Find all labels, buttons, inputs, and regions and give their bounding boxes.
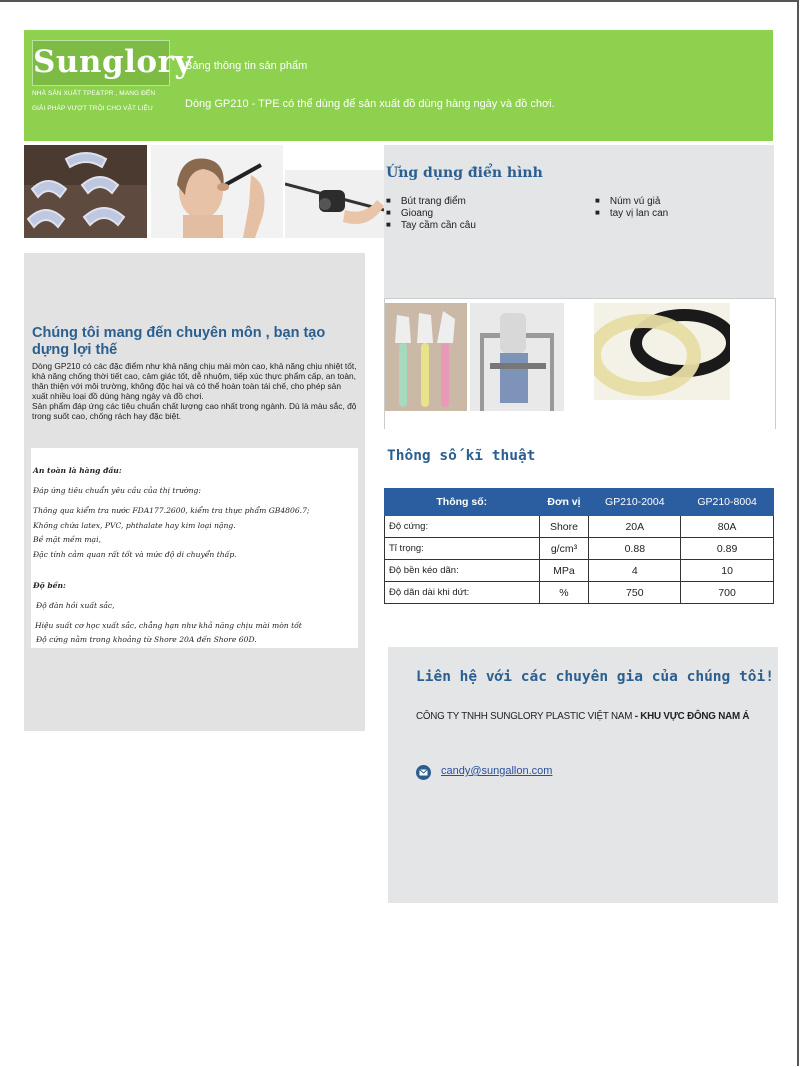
specs-header: Thông số: [385, 489, 540, 516]
durability-heading: Độ bền: [33, 581, 66, 590]
company-name [416, 711, 749, 722]
spec-value: 4 [589, 560, 681, 582]
spec-value: 750 [589, 582, 681, 604]
header-banner [24, 30, 773, 141]
spec-value: 10 [681, 560, 774, 582]
fishing-reel-photo [285, 170, 384, 238]
spec-unit: MPa [539, 560, 589, 582]
spec-name: Độ cứng: [385, 516, 540, 538]
safety-line: Thông qua kiểm tra nước FDA177.2600, kiểm tra thực phẩm GB4806.7; [33, 506, 310, 515]
applications-panel [384, 145, 774, 298]
safety-line: Đáp ứng tiêu chuẩn yêu cầu của thị trường: [33, 486, 201, 495]
spec-name: Độ dãn dài khi dứt: [385, 582, 540, 604]
datasheet-title: Bảng thông tin sản phẩm [185, 60, 308, 72]
mail-icon [416, 765, 431, 780]
durability-line: Hiệu suất cơ học xuất sắc, chẳng hạn như khả năng chịu mài mòn tốt [35, 621, 302, 630]
contact-panel [388, 647, 778, 903]
intro-body [32, 361, 357, 421]
specs-header: GP210-8004 [681, 489, 774, 516]
specs-table [384, 488, 774, 604]
gasket-rings-photo [594, 303, 730, 400]
safety-line: Không chứa latex, PVC, phthalate hay kim loại nặng. [33, 521, 236, 530]
spec-name: Tỉ trọng: [385, 538, 540, 560]
applications-title: Ứng dụng điển hình [386, 165, 543, 181]
application-item: ■ tay vị lan can [595, 208, 668, 219]
application-item: ■ Tay cầm cần câu [386, 220, 476, 231]
intro-panel [24, 253, 365, 731]
safety-heading: An toàn là hàng đầu: [33, 466, 122, 475]
specs-header: Đơn vị [539, 489, 589, 516]
safety-line: Đặc tính cảm quan rất tốt và mức độ di chuyển thấp. [33, 550, 237, 559]
spec-name: Độ bền kéo dãn: [385, 560, 540, 582]
table-row [385, 538, 774, 560]
spec-value: 20A [589, 516, 681, 538]
specs-header: GP210-2004 [589, 489, 681, 516]
tagline-line-1: NHÀ SẢN XUẤT TPE&TPR , MANG ĐẾN [32, 90, 156, 97]
intro-paragraph: Dòng GP210 có các đặc điểm như khả năng chịu mài mòn cao, khả năng chịu nhiệt tốt, khả năng chống thời tiết cao, cảm giác tốt, dễ nhuộm, tiếp xúc thực phẩm cấp, an toàn, thân thiện với môi trường, không độc hại và có thể hoàn toàn tái chế, cho phép sản xuất nhiều loại đồ dùng hàng ngày và đồ chơi. [32, 361, 357, 401]
spec-unit: Shore [539, 516, 589, 538]
product-line-subtitle: Dòng GP210 - TPE có thể dùng để sản xuất đồ dùng hàng ngày và đồ chơi. [185, 98, 555, 110]
safety-line: Bề mặt mềm mại, [33, 535, 101, 544]
makeup-model-photo [151, 145, 283, 238]
application-item: ■ Bút trang điểm [386, 196, 466, 207]
table-row [385, 560, 774, 582]
spec-value: 700 [681, 582, 774, 604]
makeup-brushes-photo [385, 303, 467, 411]
durability-line: Độ đàn hồi xuất sắc, [36, 601, 115, 610]
company-region: - KHU VỰC ĐÔNG NAM Á [634, 711, 750, 722]
spec-unit: % [539, 582, 589, 604]
durability-line: Độ cứng nằm trong khoảng từ Shore 20A đến Shore 60D. [36, 635, 257, 644]
features-box [31, 448, 358, 648]
spec-value: 0.88 [589, 538, 681, 560]
specs-header-row [385, 489, 774, 516]
email-link[interactable]: candy@sungallon.com [441, 765, 553, 777]
mouthguards-photo [24, 145, 147, 238]
tagline-line-2: GIẢI PHÁP VƯỢT TRỘI CHO VẬT LIỆU [32, 105, 153, 112]
company-name-text: CÔNG TY TNHH SUNGLORY PLASTIC VIỆT NAM [416, 711, 633, 722]
spec-value: 0.89 [681, 538, 774, 560]
table-row [385, 582, 774, 604]
spec-unit: g/cm³ [539, 538, 589, 560]
intro-paragraph-2: Sản phẩm đáp ứng các tiêu chuẩn chất lượng cao nhất trong ngành. Dù là màu sắc, độ trong suốt cao, chống rách hay đặc biệt. [32, 401, 357, 421]
table-row [385, 516, 774, 538]
application-item: ■ Gioang [386, 208, 433, 219]
handrail-chair-photo [470, 303, 564, 411]
intro-title: Chúng tôi mang đến chuyên môn , bạn tạo dựng lợi thế [32, 325, 326, 358]
sunglory-logo: Sunglory [32, 40, 170, 86]
contact-title: Liên hệ với các chuyên gia của chúng tôi! [416, 669, 774, 685]
specs-title: Thông số kĩ thuật [387, 448, 536, 464]
spec-value: 80A [681, 516, 774, 538]
application-item: ■ Núm vú giả [595, 196, 660, 207]
